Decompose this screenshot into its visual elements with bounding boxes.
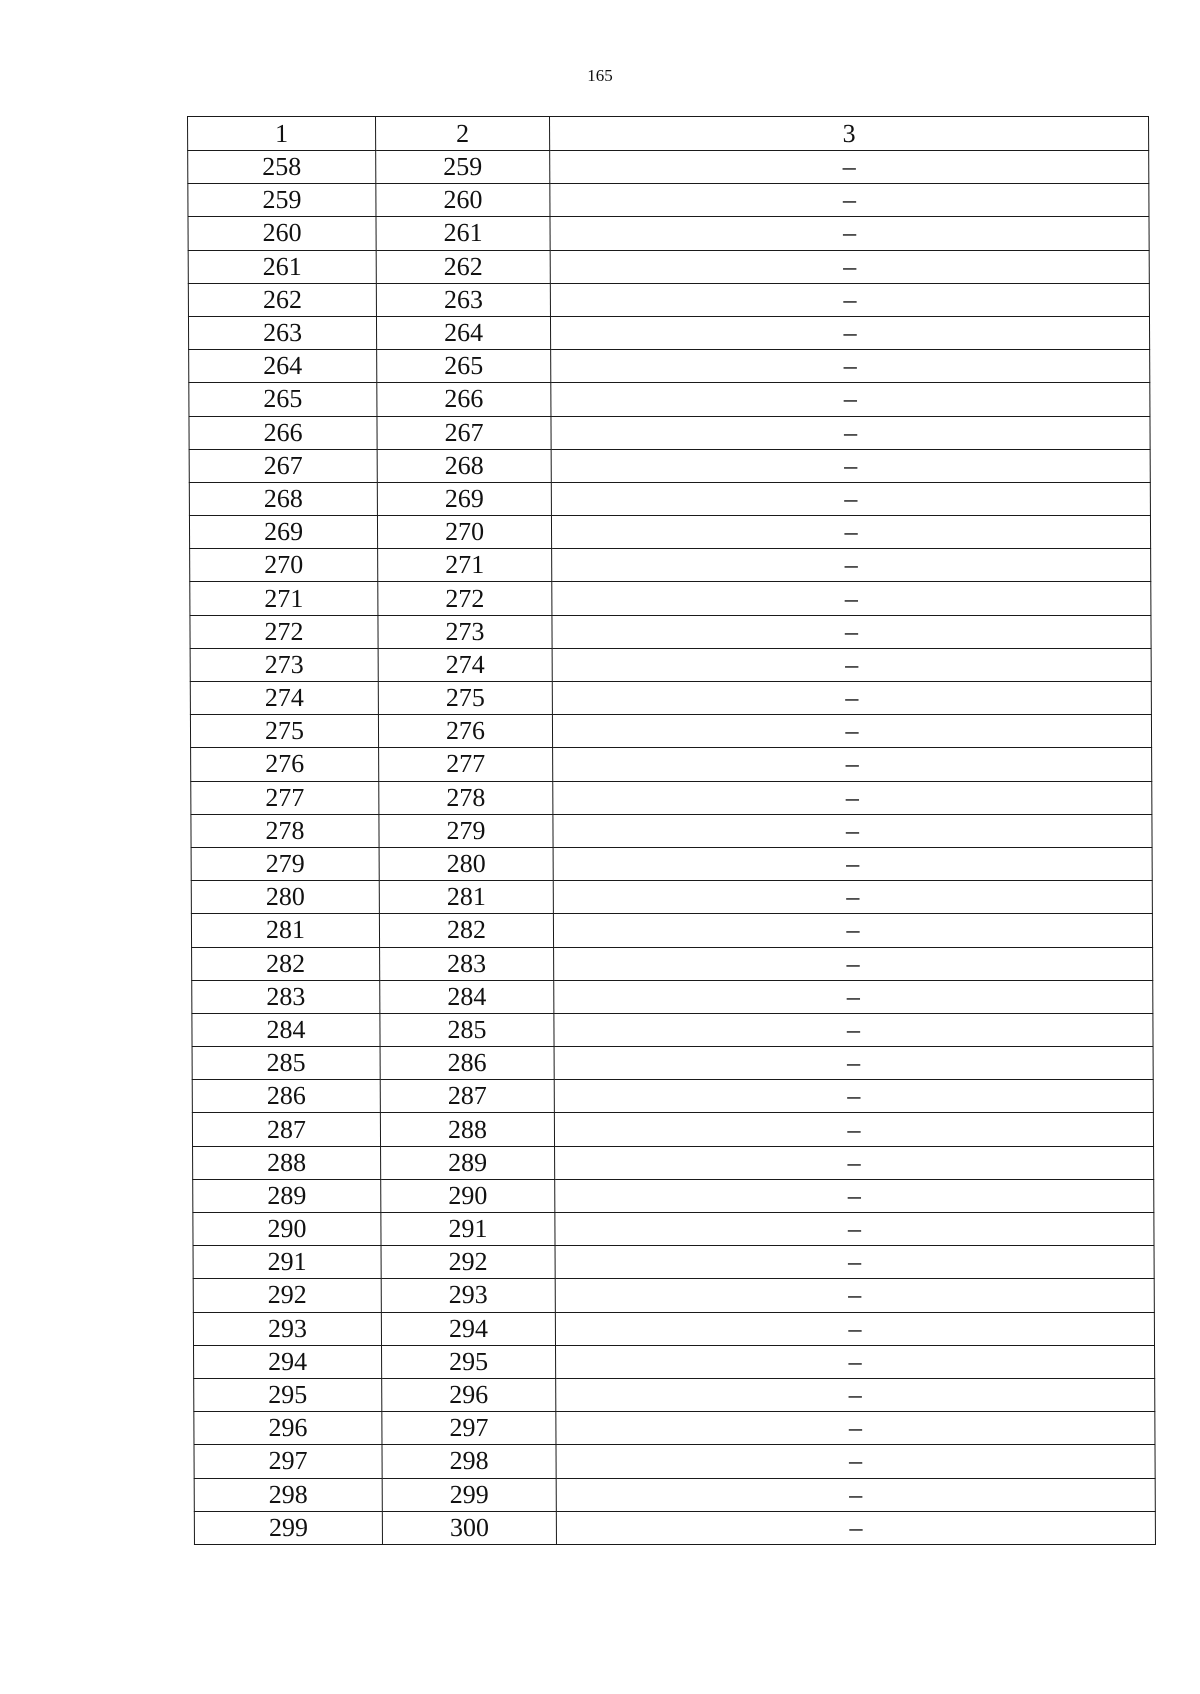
table-row [189,516,1150,549]
table-row [192,1013,1153,1046]
table-row [190,615,1151,648]
table-cell-col2: 266 [377,383,551,416]
table-cell-col1: 281 [191,914,379,947]
table-row [193,1279,1154,1312]
table-cell-col3: – [555,1279,1154,1312]
table-cell-col2: 270 [377,516,551,549]
table-cell-col3: – [552,648,1151,681]
table-cell-col3: – [550,316,1149,349]
table-cell-col2: 259 [376,151,550,184]
table-cell-col3: – [553,748,1152,781]
table-cell-col1: 274 [190,682,378,715]
table-row [189,449,1150,482]
table-cell-col2: 294 [381,1312,555,1345]
table-cell-col2: 278 [379,781,553,814]
table-cell-col2: 275 [378,682,552,715]
table-cell-col3: – [550,250,1149,283]
table-cell-col1: 289 [193,1179,381,1212]
table-row [191,881,1152,914]
table-row [188,151,1149,184]
table-cell-col2: 269 [377,482,551,515]
column-header-3: 3 [550,117,1149,151]
table-cell-col1: 291 [193,1246,381,1279]
table-row [191,748,1152,781]
table-cell-col2: 283 [380,947,554,980]
table-cell-col3: – [551,416,1150,449]
column-header-1: 1 [188,117,376,151]
table-cell-col3: – [551,482,1150,515]
table-cell-col1: 287 [192,1113,380,1146]
table-cell-col3: – [556,1445,1155,1478]
table-cell-col2: 261 [376,217,550,250]
table-cell-col3: – [553,814,1152,847]
table-cell-col1: 276 [191,748,379,781]
table-cell-col3: – [551,383,1150,416]
table-cell-col1: 277 [191,781,379,814]
table-cell-col1: 295 [194,1378,382,1411]
table-cell-col1: 278 [191,814,379,847]
table-row [192,947,1153,980]
table-cell-col1: 267 [189,449,377,482]
table-row [193,1146,1154,1179]
table-row [188,250,1149,283]
table-cell-col2: 292 [381,1246,555,1279]
data-table [187,116,1156,1545]
table-cell-col1: 273 [190,648,378,681]
table-row [194,1378,1155,1411]
table-cell-col3: – [555,1213,1154,1246]
table-cell-col3: – [551,449,1150,482]
table-cell-col3: – [550,151,1149,184]
table-row [194,1412,1155,1445]
table-row [190,715,1151,748]
table-cell-col1: 284 [192,1013,380,1046]
table-row [192,1047,1153,1080]
table-cell-col2: 297 [382,1412,556,1445]
table-cell-col3: – [550,184,1149,217]
table-cell-col2: 298 [382,1445,556,1478]
table-row [193,1179,1154,1212]
table-cell-col2: 293 [381,1279,555,1312]
table-cell-col2: 290 [381,1179,555,1212]
table-cell-col1: 292 [193,1279,381,1312]
table-cell-col2: 265 [377,350,551,383]
table-row [190,682,1151,715]
table-cell-col1: 279 [191,847,379,880]
table-cell-col3: – [556,1412,1155,1445]
table-cell-col3: – [553,847,1152,880]
table-cell-col1: 258 [188,151,376,184]
table-body [188,117,1156,1545]
table-cell-col1: 285 [192,1047,380,1080]
table-cell-col1: 266 [189,416,377,449]
table-cell-col1: 262 [188,283,376,316]
table-cell-col1: 271 [190,582,378,615]
table-cell-col1: 259 [188,184,376,217]
table-cell-col2: 267 [377,416,551,449]
table-row [188,184,1149,217]
table-cell-col2: 274 [378,648,552,681]
table-row [194,1345,1155,1378]
table-cell-col2: 289 [381,1146,555,1179]
table-cell-col1: 286 [192,1080,380,1113]
table-row [190,648,1151,681]
table-cell-col1: 269 [189,516,377,549]
table-cell-col3: – [550,283,1149,316]
table-cell-col1: 275 [190,715,378,748]
table-cell-col1: 260 [188,217,376,250]
table-cell-col1: 263 [188,316,376,349]
table-cell-col3: – [552,582,1151,615]
table-cell-col2: 291 [381,1213,555,1246]
table-row [191,814,1152,847]
table-cell-col2: 286 [380,1047,554,1080]
table-cell-col1: 288 [193,1146,381,1179]
table-cell-col3: – [552,715,1151,748]
table-cell-col1: 297 [194,1445,382,1478]
table-cell-col3: – [555,1246,1154,1279]
table-cell-col3: – [552,549,1151,582]
table-cell-col3: – [556,1478,1155,1511]
table-cell-col1: 294 [194,1345,382,1378]
table-row [191,847,1152,880]
table-cell-col2: 273 [378,615,552,648]
table-row [193,1312,1154,1345]
table-cell-col3: – [553,881,1152,914]
table-row [192,980,1153,1013]
table-row [188,283,1149,316]
table-cell-col2: 287 [380,1080,554,1113]
table-row [189,482,1150,515]
table-row [193,1246,1154,1279]
table-row [188,316,1149,349]
table-cell-col1: 272 [190,615,378,648]
table-cell-col3: – [556,1345,1155,1378]
table-cell-col3: – [556,1378,1155,1411]
table-cell-col2: 282 [379,914,553,947]
table-cell-col3: – [553,914,1152,947]
table-cell-col1: 268 [189,482,377,515]
table-cell-col2: 284 [380,980,554,1013]
table-row [191,781,1152,814]
table-cell-col2: 285 [380,1013,554,1046]
table-row [192,1113,1153,1146]
table-cell-col3: – [555,1146,1154,1179]
table-cell-col2: 264 [376,316,550,349]
table-row [190,582,1151,615]
table-cell-col3: – [554,947,1153,980]
table-cell-col3: – [554,1013,1153,1046]
column-header-2: 2 [376,117,550,151]
table-cell-col2: 280 [379,847,553,880]
table-cell-col2: 296 [382,1378,556,1411]
table-cell-col2: 271 [378,549,552,582]
table-cell-col1: 283 [192,980,380,1013]
table-cell-col1: 290 [193,1213,381,1246]
table-cell-col1: 261 [188,250,376,283]
table-cell-col3: – [552,682,1151,715]
table-cell-col3: – [551,350,1150,383]
table-row [194,1478,1155,1511]
table-cell-col2: 268 [377,449,551,482]
table-cell-col3: – [556,1511,1155,1544]
table-cell-col3: – [550,217,1149,250]
table-cell-col2: 262 [376,250,550,283]
table-cell-col2: 272 [378,582,552,615]
table-cell-col3: – [553,781,1152,814]
table-row [191,914,1152,947]
table-cell-col1: 265 [189,383,377,416]
table-cell-col1: 270 [190,549,378,582]
table-row [193,1213,1154,1246]
table-cell-col3: – [554,1080,1153,1113]
table-cell-col2: 288 [380,1113,554,1146]
table-cell-col2: 277 [379,748,553,781]
table-row [194,1511,1155,1544]
table-cell-col3: – [551,516,1150,549]
table-cell-col2: 300 [382,1511,556,1544]
page-number: 165 [587,66,613,85]
table-cell-col2: 279 [379,814,553,847]
table-cell-col3: – [555,1179,1154,1212]
table-cell-col1: 280 [191,881,379,914]
table-cell-col1: 298 [194,1478,382,1511]
table-cell-col2: 263 [376,283,550,316]
table-cell-col3: – [554,1113,1153,1146]
table-cell-col1: 282 [192,947,380,980]
table-cell-col1: 299 [194,1511,382,1544]
table-cell-col1: 293 [193,1312,381,1345]
table-row [189,416,1150,449]
table-row [194,1445,1155,1478]
table-row [189,383,1150,416]
table-cell-col2: 260 [376,184,550,217]
table-row [192,1080,1153,1113]
table-cell-col2: 281 [379,881,553,914]
table-cell-col3: – [554,1047,1153,1080]
table-cell-col2: 276 [378,715,552,748]
table-cell-col3: – [552,615,1151,648]
table-cell-col2: 299 [382,1478,556,1511]
table-row [190,549,1151,582]
table-cell-col3: – [554,980,1153,1013]
table-cell-col1: 296 [194,1412,382,1445]
table-cell-col1: 264 [189,350,377,383]
table-row [189,350,1150,383]
table-row [188,217,1149,250]
table-cell-col3: – [555,1312,1154,1345]
table-header-row [188,117,1149,151]
table-cell-col2: 295 [382,1345,556,1378]
